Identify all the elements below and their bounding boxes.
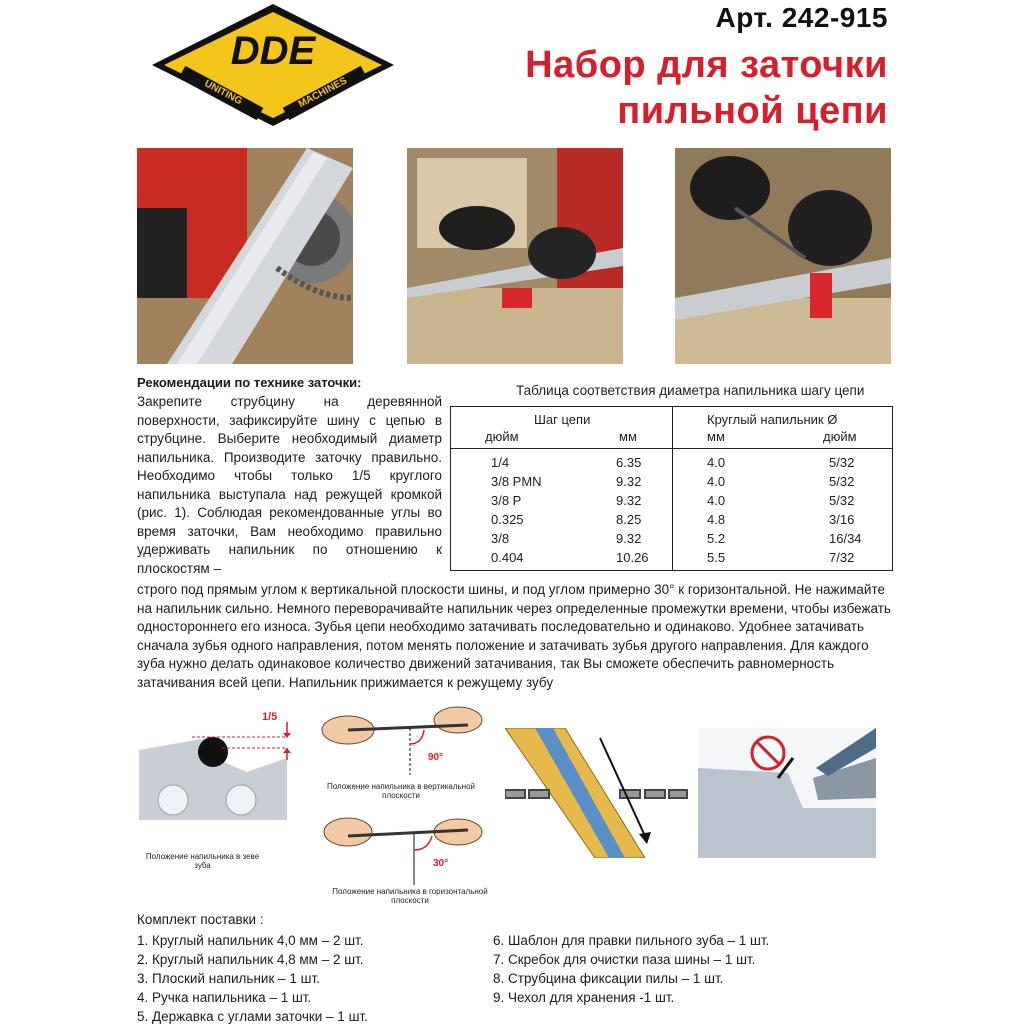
list-item: 9. Чехол для хранения -1 шт.	[493, 990, 675, 1005]
table-cell: 9.32	[616, 493, 642, 508]
kit-list-left	[137, 931, 368, 1024]
list-item: 3. Плоский напильник – 1 шт.	[137, 971, 320, 986]
fraction-label: 1/5	[262, 711, 278, 723]
file-size-table	[450, 406, 893, 571]
list-item: 2. Круглый напильник 4,8 мм – 2 шт.	[137, 952, 364, 967]
kit-title: Комплект поставки :	[137, 912, 264, 927]
table-cell: 7/32	[829, 550, 855, 565]
list-item: 8. Струбцина фиксации пилы – 1 шт.	[493, 971, 724, 986]
title-line-2: пильной цепи	[617, 90, 888, 132]
dde-logo	[150, 2, 396, 128]
photo-sharpening-bar	[675, 148, 891, 364]
table-cell: 5/32	[829, 474, 855, 489]
table-cell: 8.25	[616, 512, 642, 527]
table-cell: 5/32	[829, 493, 855, 508]
header-round-file: Круглый напильник Ø	[707, 412, 838, 427]
header-sub: дюйм	[823, 429, 857, 444]
table-cell: 4.8	[707, 512, 726, 527]
table-cell: 6.35	[616, 455, 642, 470]
tooth-diagram	[137, 700, 305, 865]
recommendations-title: Рекомендации по технике заточки:	[137, 375, 362, 390]
table-cell: 16/34	[829, 531, 862, 546]
vertical-caption: Положение напильника в вертикальной плоскости	[326, 782, 476, 800]
list-item: 7. Скребок для очистки паза шины – 1 шт.	[493, 952, 756, 967]
table-cell: 9.32	[616, 474, 642, 489]
photo-chainsaw-bar	[137, 148, 353, 364]
table-cell: 10.26	[616, 550, 649, 565]
list-item: 6. Шаблон для правки пильного зуба – 1 шт.	[493, 933, 770, 948]
article-number: Арт. 242-915	[715, 2, 888, 33]
table-cell: 3/8 P	[491, 493, 522, 508]
table-cell: 0.325	[491, 512, 524, 527]
table-cell: 4.0	[707, 493, 726, 508]
table-cell: 5.2	[707, 531, 726, 546]
title-line-1: Набор для заточки	[525, 44, 888, 86]
recommendations-text-left: Закрепите струбцину на деревянной поверхности, зафиксируйте шину с цепью в струбцине. Выберите необходимый диаметр напильника. Производите заточку правильно. Необходимо чтобы только 1/5 круглого напильника выступала над режущей кромкой (рис. 1). Соблюдая рекомендованные углы во время заточки, Вам необходимо правильно удерживать напильник по отношению к плоскостям –	[137, 394, 442, 576]
file-guide-diagram	[505, 728, 690, 858]
page-title	[525, 42, 888, 134]
photo-sharpening-closeup	[407, 148, 623, 364]
horizontal-caption: Положение напильника в горизонтальной плоскости	[332, 887, 488, 905]
kit-list-right	[493, 931, 769, 1007]
header-sub: мм	[619, 429, 637, 444]
vertical-angle-diagram	[318, 700, 488, 780]
table-cell: 3/8	[491, 531, 510, 546]
table-cell: 4.0	[707, 474, 726, 489]
table-cell: 3/8 PMN	[491, 474, 542, 489]
angle-30: 30°	[433, 858, 449, 869]
list-item: 1. Круглый напильник 4,0 мм – 2 шт.	[137, 933, 364, 948]
logo-tagline-right: MACHINES	[296, 75, 349, 111]
angle-90: 90°	[428, 752, 444, 763]
table-cell: 1/4	[491, 455, 510, 470]
table-cell: 9.32	[616, 531, 642, 546]
header-sub: мм	[707, 429, 725, 444]
table-caption: Таблица соответствия диаметра напильника шагу цепи	[516, 383, 865, 398]
list-item: 4. Ручка напильника – 1 шт.	[137, 990, 312, 1005]
table-cell: 3/16	[829, 512, 855, 527]
header-sub: дюйм	[485, 429, 519, 444]
horizontal-angle-diagram	[318, 810, 488, 885]
table-cell: 4.0	[707, 455, 726, 470]
depth-gauge-diagram	[698, 728, 876, 858]
recommendations-text-full: строго под прямым углом к вертикальной плоскости шины, и под углом примерно 30° к горизонтальной. Не нажимайте на напильник сильно. Немного переворачивайте напильник через определенные промежутки времени, чтобы избежать одностороннего его износа. Зубья цепи необходимо затачивать последовательно и одинаково. Удобнее затачивать сначала зубья одного направления, потом менять положение и затачивать зубья другого направления. Для каждого зуба нужно делать одинаковое количество движений затачивания, так Вы сможете обеспечить равномерность затачивания всей цепи. Напильник прижимается к режущему зубу	[137, 582, 891, 690]
tooth-caption: Положение напильника в зеве зуба	[145, 852, 260, 870]
logo-tagline-left: UNITING	[202, 78, 244, 108]
logo-brand: DDE	[230, 29, 316, 73]
table-cell: 5.5	[707, 550, 726, 565]
list-item: 5. Державка с углами заточки – 1 шт.	[137, 1009, 368, 1024]
header-chain-pitch: Шаг цепи	[534, 412, 591, 427]
table-cell: 0.404	[491, 550, 524, 565]
table-cell: 5/32	[829, 455, 855, 470]
